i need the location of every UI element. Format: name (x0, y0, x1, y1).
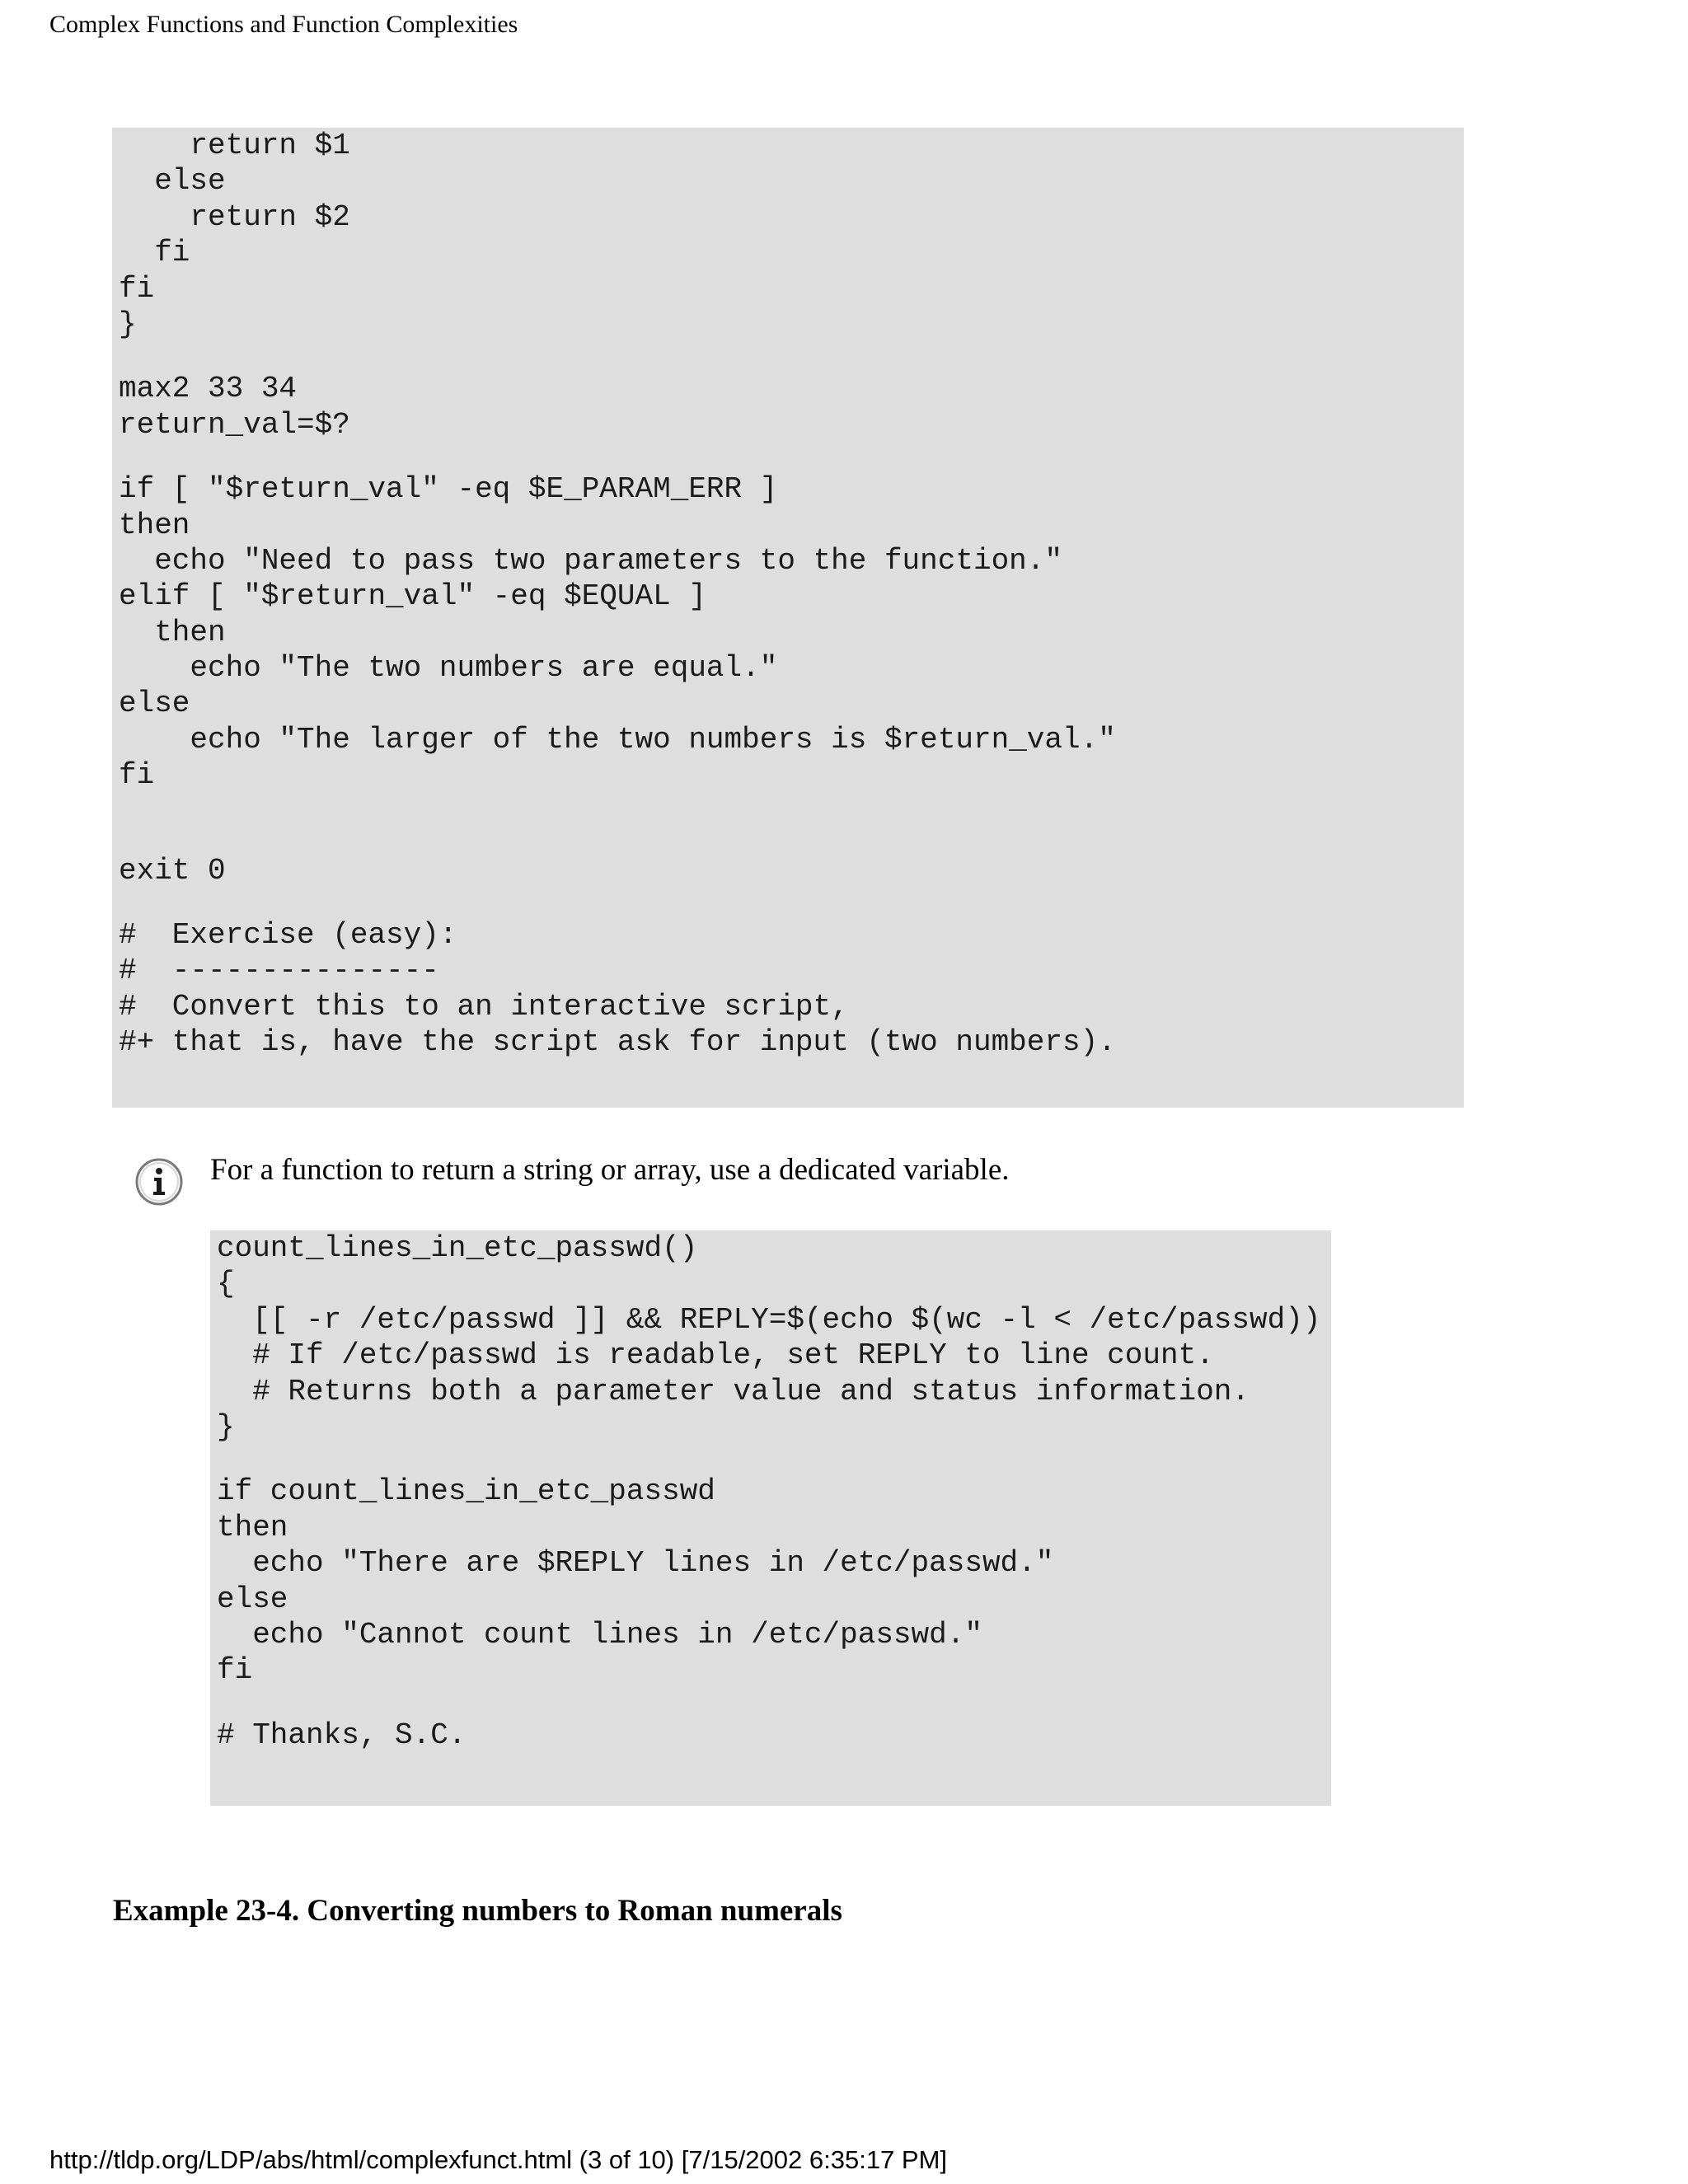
info-icon (134, 1157, 184, 1207)
code-line: # Convert this to an interactive script, (119, 989, 849, 1024)
example-heading: Example 23-4. Converting numbers to Roman numerals (113, 1894, 842, 1928)
code-line: echo "Need to pass two parameters to the function." (119, 543, 1062, 578)
code-line: { (217, 1267, 235, 1301)
code-line: [[ -r /etc/passwd ]] && REPLY=$(echo $(wc -l < /etc/passwd)) (217, 1302, 1321, 1337)
code-line: then (119, 615, 226, 649)
code-line: echo "Cannot count lines in /etc/passwd." (217, 1617, 982, 1652)
code-block (119, 471, 1464, 794)
code-line: max2 33 34 (119, 372, 298, 406)
code-line: echo "There are $REPLY lines in /etc/passwd." (217, 1546, 1054, 1581)
code-line: fi (217, 1653, 253, 1688)
code-line: then (119, 508, 190, 542)
code-line: then (217, 1510, 288, 1544)
code-line: # Thanks, S.C. (217, 1718, 467, 1752)
code-block (217, 1718, 1331, 1753)
code-line: if [ "$return_val" -eq $E_PARAM_ERR ] (119, 472, 778, 507)
code-line: return $1 (119, 129, 350, 162)
code-line: else (119, 164, 226, 199)
code-line: return $2 (119, 199, 350, 234)
page-footer-url: http://tldp.org/LDP/abs/html/complexfunct.html (3 of 10) [7/15/2002 6:35:17 PM] (49, 2145, 948, 2174)
code-line: elif [ "$return_val" -eq $EQUAL ] (119, 579, 706, 614)
code-line: else (217, 1582, 288, 1616)
code-block (217, 1230, 1331, 1445)
code-line: } (119, 307, 137, 341)
code-line: else (119, 687, 190, 721)
code-block (119, 128, 1464, 342)
code-line: echo "The two numbers are equal." (119, 651, 778, 686)
code-line: if count_lines_in_etc_passwd (217, 1474, 715, 1509)
code-line: # If /etc/passwd is readable, set REPLY to line count. (217, 1338, 1214, 1373)
code-listing-max2 (112, 128, 1464, 1108)
code-line: # --------------- (119, 954, 439, 988)
code-line: exit 0 (119, 853, 226, 888)
code-line: echo "The larger of the two numbers is $return_val." (119, 722, 1116, 757)
code-line: count_lines_in_etc_passwd() (217, 1231, 698, 1265)
code-line: #+ that is, have the script ask for input (two numbers). (119, 1025, 1116, 1060)
code-block (119, 371, 1464, 443)
code-line: fi (119, 271, 155, 306)
code-line: # Returns both a parameter value and status information. (217, 1374, 1250, 1408)
code-line: } (217, 1409, 235, 1444)
page-header-title: Complex Functions and Function Complexities (49, 11, 518, 38)
code-line: fi (119, 236, 190, 270)
code-block (217, 1474, 1331, 1688)
note-text: For a function to return a string or array, use a dedicated variable. (210, 1153, 1010, 1187)
code-block (119, 853, 1464, 888)
code-listing-count-lines (210, 1230, 1331, 1806)
code-block (119, 917, 1464, 1061)
code-line: # Exercise (easy): (119, 918, 457, 953)
code-line: fi (119, 758, 155, 793)
code-line: return_val=$? (119, 407, 350, 442)
